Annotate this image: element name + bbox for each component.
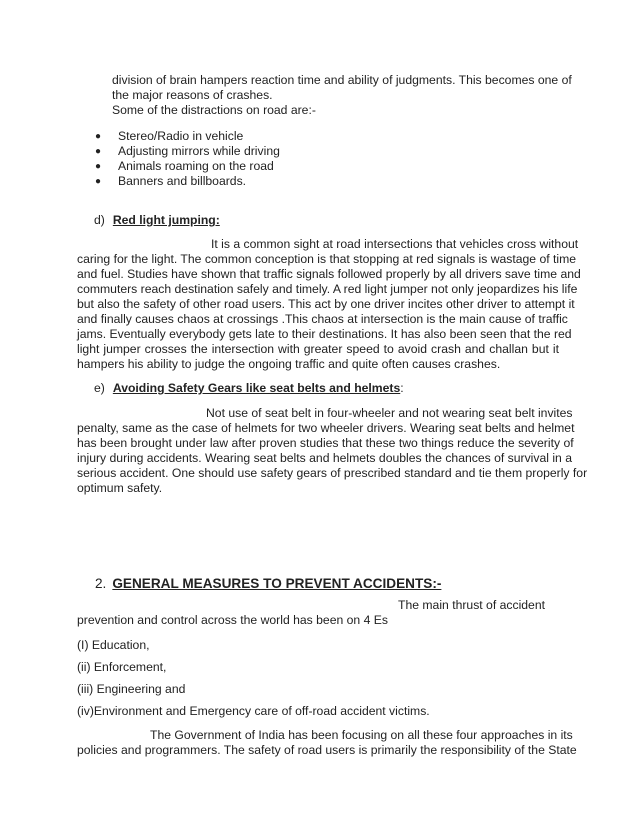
bullet-item-2: Adjusting mirrors while driving xyxy=(118,144,280,158)
section-d-line: but also the safety of other road users. This act by one driver incites other driver to attempt it xyxy=(77,297,575,311)
section-e-line: serious accident. One should use safety gears of prescribed standard and tie them properly for xyxy=(77,466,588,480)
list-item: (iii) Engineering and xyxy=(77,682,186,696)
intro-line-2: the major reasons of crashes. xyxy=(112,88,273,102)
list-item: (ii) Enforcement, xyxy=(77,660,167,674)
bullet-icon: ● xyxy=(95,176,102,187)
bullet-item-1: Stereo/Radio in vehicle xyxy=(118,129,244,143)
section-2-title: GENERAL MEASURES TO PREVENT ACCIDENTS:- xyxy=(112,576,442,591)
section-d-line: commuters reach destination safely and timely. A red light jumper not only jeopardizes his life xyxy=(77,282,578,296)
section-e-line: optimum safety. xyxy=(77,481,163,495)
section-e-label: e) xyxy=(94,381,105,395)
section-d-line: and fuel. Studies have shown that traffic signals followed properly by all drivers save time and xyxy=(77,267,581,281)
section-d-line: light jumper crosses the intersection with greater speed to avoid crash and challan but it xyxy=(77,342,559,356)
bullet-item-3: Animals roaming on the road xyxy=(118,159,274,173)
section-e-title: Avoiding Safety Gears like seat belts and helmets xyxy=(112,381,401,395)
section-d-title: Red light jumping: xyxy=(112,213,220,227)
section-2-intro-line: prevention and control across the world has been on 4 Es xyxy=(77,613,388,627)
section-d-line: jams. Eventually everybody gets late to their destinations. It has also been seen that the red xyxy=(77,327,572,341)
section-2-para-line: policies and programmers. The safety of road users is primarily the responsibility of the State xyxy=(77,743,577,757)
section-d-line: caring for the light. The common conception is that stopping at red signals is wastage of time xyxy=(77,252,577,266)
section-e-first-line: Not use of seat belt in four-wheeler and not wearing seat belt invites xyxy=(206,406,573,420)
bullet-icon: ● xyxy=(95,131,102,142)
section-2-intro-right: The main thrust of accident xyxy=(398,598,545,612)
section-d-line: and finally causes chaos at crossings .This chaos at intersection is the main cause of traffic xyxy=(77,312,568,326)
bullet-item-4: Banners and billboards. xyxy=(118,174,247,188)
intro-line-3: Some of the distractions on road are:- xyxy=(112,103,316,117)
section-2-para-first: The Government of India has been focusing on all these four approaches in its xyxy=(150,728,573,742)
section-d-first-line: It is a common sight at road intersections that vehicles cross without xyxy=(211,237,579,251)
section-2-heading xyxy=(95,576,441,591)
bullet-icon: ● xyxy=(95,161,102,172)
section-e-line: injury during accidents. Wearing seat belts and helmets doubles the chances of survival in a xyxy=(77,451,572,465)
intro-line-1: division of brain hampers reaction time and ability of judgments. This becomes one of xyxy=(112,73,572,87)
section-e-title-suffix: : xyxy=(400,381,404,395)
bullet-icon: ● xyxy=(95,146,102,157)
section-e-line: penalty, same as the case of helmets for two wheeler drivers. Wearing seat belts and helmet xyxy=(77,421,575,435)
section-d-line: hampers his ability to judge the ongoing traffic and quite often causes crashes. xyxy=(77,357,501,371)
list-item: (I) Education, xyxy=(77,638,150,652)
list-item: (iv)Environment and Emergency care of off-road accident victims. xyxy=(77,704,430,718)
section-e-line: has been brought under law after proven studies that these two things reduce the severity of xyxy=(77,436,574,450)
section-d-label: d) xyxy=(94,213,105,227)
section-d-heading xyxy=(94,213,220,227)
section-2-number: 2. xyxy=(95,576,107,591)
section-e-heading xyxy=(94,381,404,395)
